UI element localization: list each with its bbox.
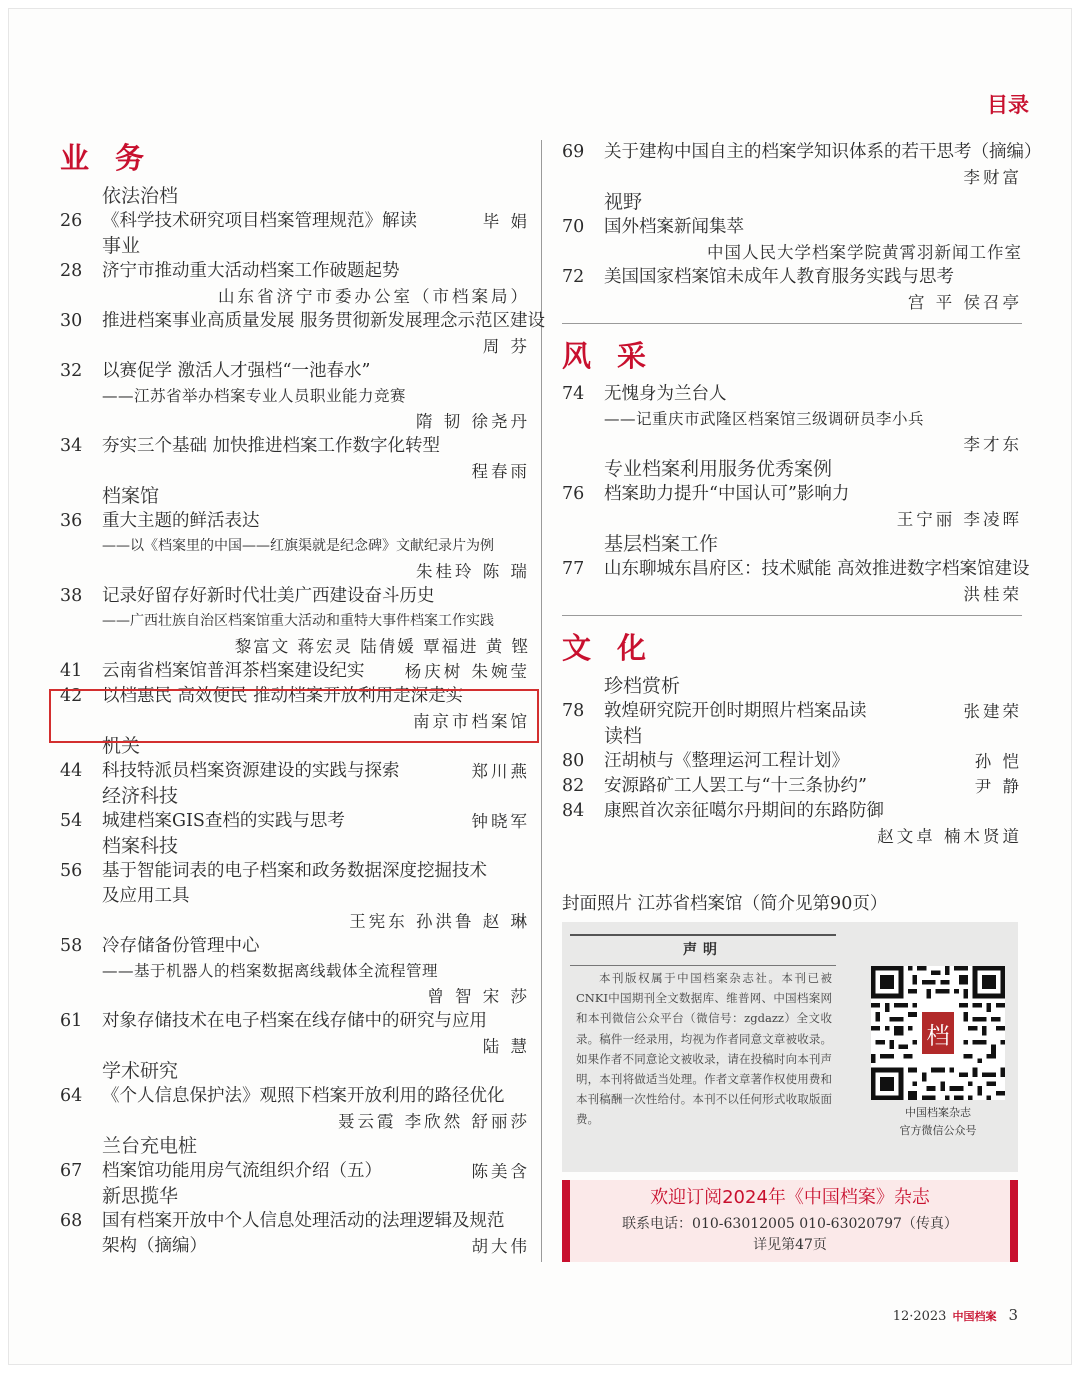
section-title-wenhua: 文化 <box>562 631 673 665</box>
article-title: 夯实三个基础 加快推进档案工作数字化转型 <box>102 436 441 456</box>
article-author: 周 芬 <box>482 337 530 356</box>
page-number: 68 <box>60 1211 83 1231</box>
article-title: 档案助力提升“中国认可”影响力 <box>604 484 850 504</box>
toc-entry-76[interactable] <box>562 482 1022 507</box>
page-number: 82 <box>562 776 585 796</box>
category-jingjikeji: 经济科技 <box>102 785 179 807</box>
page-number: 80 <box>562 751 585 771</box>
page-number: 44 <box>60 761 83 781</box>
page-number: 38 <box>60 586 83 606</box>
subscription-see-page: 详见第47页 <box>753 1237 827 1253</box>
article-author: 曾 智 宋 莎 <box>427 987 530 1006</box>
article-author: 钟晓军 <box>471 812 530 831</box>
category-danganguan: 档案馆 <box>102 485 160 507</box>
page-number: 56 <box>60 861 83 881</box>
page-number: 32 <box>60 361 83 381</box>
toc-entry-70[interactable] <box>562 215 1022 240</box>
toc-entry-34[interactable] <box>60 434 530 459</box>
article-title: 对象存储技术在电子档案在线存储中的研究与应用 <box>102 1011 487 1031</box>
toc-entry-64[interactable] <box>60 1084 530 1109</box>
page-number: 69 <box>562 142 585 162</box>
category-jiceng: 基层档案工作 <box>604 533 719 555</box>
page-number: 34 <box>60 436 83 456</box>
article-author: 李财富 <box>963 168 1022 187</box>
section-divider <box>562 323 1022 324</box>
toc-entry-58[interactable] <box>60 934 530 959</box>
article-author: 孙 恺 <box>974 752 1022 771</box>
toc-entry-54[interactable] <box>60 809 530 834</box>
page-number-footer: 3 <box>1008 1306 1018 1324</box>
article-title: 记录好留存好新时代壮美广西建设奋斗历史 <box>102 586 435 606</box>
magazine-logo: 中国档案 <box>952 1310 997 1323</box>
toc-entry-32[interactable] <box>60 359 530 384</box>
article-subtitle: ——江苏省举办档案专业人员职业能力竞赛 <box>102 387 407 405</box>
toc-entry-82[interactable] <box>562 774 1022 799</box>
notice-body: 本刊版权属于中国档案杂志社。本刊已被CNKI中国期刊全文数据库、维普网、中国档案网和本刊微信公众平台（微信号：zgdazz）全文收录。稿件一经录用，均视为作者同意文章被收录。如果作者不同意论文被收录，请在投稿时向本刊声明，本刊将做适当处理。作者文章著作权使用费和本刊稿酬一次性给付。本刊不以任何形式收取版面费。 <box>576 971 832 1127</box>
article-author: 张建荣 <box>963 702 1022 721</box>
toc-entry-68[interactable] <box>60 1209 530 1234</box>
page-number: 61 <box>60 1011 83 1031</box>
article-title: 基于智能词表的电子档案和政务数据深度挖掘技术 <box>102 861 487 881</box>
article-title: 云南省档案馆普洱茶档案建设纪实 <box>102 661 365 681</box>
article-title: 安源路矿工人罢工与“十三条协约” <box>604 776 867 796</box>
qr-caption <box>858 1104 1018 1140</box>
toc-entry-42[interactable] <box>60 684 530 709</box>
page-number: 58 <box>60 936 83 956</box>
category-xinsilanhua: 新思揽华 <box>102 1185 179 1207</box>
article-author: 朱桂玲 陈 瑞 <box>416 562 530 581</box>
wechat-qr-code-icon[interactable] <box>868 966 1008 1100</box>
toc-entry-36[interactable] <box>60 509 530 534</box>
article-title: 国外档案新闻集萃 <box>604 217 744 237</box>
toc-entry-38[interactable] <box>60 584 530 609</box>
toc-entry-67[interactable] <box>60 1159 530 1184</box>
right-column <box>562 136 1042 849</box>
subscription-title: 欢迎订阅2024年《中国档案》杂志 <box>650 1187 930 1208</box>
article-author: 王宪东 孙洪鲁 赵 琳 <box>349 912 530 931</box>
article-author: 中国人民大学档案学院黄霄羽新闻工作室 <box>707 243 1022 262</box>
article-title: 《个人信息保护法》观照下档案开放利用的路径优化 <box>102 1086 505 1106</box>
page-number: 84 <box>562 801 585 821</box>
page-footer <box>893 1306 1018 1324</box>
category-xueshuyanjiu: 学术研究 <box>102 1060 179 1082</box>
toc-entry-84[interactable] <box>562 799 1022 824</box>
article-subtitle: ——记重庆市武隆区档案馆三级调研员李小兵 <box>604 410 925 428</box>
article-title: 科技特派员档案资源建设的实践与探索 <box>102 761 400 781</box>
qr-caption-line2: 官方微信公众号 <box>899 1124 977 1137</box>
category-shiye: 事业 <box>102 235 141 257</box>
article-author: 杨庆树 朱婉莹 <box>404 662 530 681</box>
article-author: 宫 平 侯召亭 <box>908 293 1022 312</box>
article-title: 汪胡桢与《整理运河工程计划》 <box>604 751 849 771</box>
article-title: 国有档案开放中个人信息处理活动的法理逻辑及规范 <box>102 1211 505 1231</box>
article-title: 重大主题的鲜活表达 <box>102 511 260 531</box>
toc-entry-80[interactable] <box>562 749 1022 774</box>
page-number: 26 <box>60 211 83 231</box>
article-author: 山东省济宁市委办公室（市档案局） <box>218 287 530 306</box>
toc-entry-74[interactable] <box>562 382 1022 407</box>
article-author: 程春雨 <box>471 462 530 481</box>
page-number: 77 <box>562 559 585 579</box>
article-author: 陈美含 <box>471 1162 530 1181</box>
category-yifa: 依法治档 <box>102 185 179 207</box>
category-jiguan: 机关 <box>102 735 141 757</box>
category-zhuanyedangan: 专业档案利用服务优秀案例 <box>604 458 833 480</box>
article-author: 聂云霞 李欣然 舒丽莎 <box>338 1112 530 1131</box>
toc-entry-77[interactable] <box>562 557 1030 582</box>
qr-logo-seal: 档 <box>926 1023 950 1050</box>
page-number: 76 <box>562 484 585 504</box>
article-author: 胡大伟 <box>471 1237 530 1256</box>
toc-entry-61[interactable] <box>60 1009 530 1034</box>
page-number: 36 <box>60 511 83 531</box>
section-title-fengcai: 风采 <box>562 339 673 373</box>
article-subtitle: ——广西壮族自治区档案馆重大活动和重特大事件档案工作实践 <box>102 613 494 629</box>
article-title-continued: 及应用工具 <box>102 886 190 906</box>
article-title: 城建档案GIS查档的实践与思考 <box>102 811 345 831</box>
page-number: 42 <box>60 686 83 706</box>
article-author: 隋 韧 徐尧丹 <box>416 412 530 431</box>
article-author: 李才东 <box>963 435 1022 454</box>
article-title: 无愧身为兰台人 <box>604 384 727 404</box>
toc-entry-69[interactable] <box>562 140 1042 165</box>
article-author: 赵文卓 楠木贤道 <box>877 827 1022 846</box>
article-subtitle: ——基于机器人的档案数据离线载体全流程管理 <box>102 962 439 980</box>
left-column <box>60 136 546 1259</box>
category-shiye-view: 视野 <box>604 191 643 213</box>
toc-entry-30[interactable] <box>60 309 546 334</box>
article-author: 洪桂荣 <box>963 585 1022 604</box>
article-title: 《科学技术研究项目档案管理规范》解读 <box>102 211 417 231</box>
contents-heading: 目录 <box>987 93 1029 117</box>
page-number: 72 <box>562 267 585 287</box>
article-title: 以档惠民 高效便民 推动档案开放利用走深走实 <box>102 686 464 706</box>
category-zhendang: 珍档赏析 <box>604 675 681 697</box>
article-title: 山东聊城东昌府区：技术赋能 高效推进数字档案馆建设 <box>604 559 1030 579</box>
article-author: 王宁丽 李凌晖 <box>896 510 1022 529</box>
cover-photo-credit: 封面照片 江苏省档案馆（简介见第90页） <box>562 894 888 914</box>
section-divider <box>562 615 1022 616</box>
article-author: 尹 静 <box>974 777 1022 796</box>
article-title: 美国国家档案馆未成年人教育服务实践与思考 <box>604 267 954 287</box>
article-subtitle: ——以《档案里的中国——红旗渠就是纪念碑》文献纪录片为例 <box>102 538 494 554</box>
toc-entry-78[interactable] <box>562 699 1022 724</box>
page-number: 74 <box>562 384 585 404</box>
article-title: 以赛促学 激活人才强档“一池春水” <box>102 361 371 381</box>
subscription-phone: 联系电话：010-63012005 010-63020797（传真） <box>622 1216 958 1232</box>
article-author: 南京市档案馆 <box>413 712 530 731</box>
page-number: 54 <box>60 811 83 831</box>
article-title: 推进档案事业高质量发展 服务贯彻新发展理念示范区建设 <box>102 311 546 331</box>
page-number: 64 <box>60 1086 83 1106</box>
page-number: 67 <box>60 1161 83 1181</box>
article-title: 济宁市推动重大活动档案工作破题起势 <box>102 261 400 281</box>
page-number: 28 <box>60 261 83 281</box>
toc-entry-68-continued <box>60 1234 530 1259</box>
toc-entry-26[interactable] <box>60 209 530 234</box>
article-title: 档案馆功能用房气流组织介绍（五） <box>102 1161 382 1181</box>
notice-title: 声明 <box>570 934 836 966</box>
subscription-banner[interactable] <box>562 1180 1018 1262</box>
page-number: 30 <box>60 311 83 331</box>
copyright-notice <box>562 922 1018 1172</box>
article-title: 关于建构中国自主的档案学知识体系的若干思考（摘编） <box>604 142 1042 162</box>
toc-entry-72[interactable] <box>562 265 1022 290</box>
article-author: 黎富文 蒋宏灵 陆倩媛 覃福进 黄 铿 <box>234 637 530 656</box>
article-title: 冷存储备份管理中心 <box>102 936 260 956</box>
category-dudang: 读档 <box>604 725 643 747</box>
issue-number: 12·2023 <box>892 1309 947 1324</box>
article-title-continued: 架构（摘编） <box>102 1236 207 1256</box>
section-title-yewu: 业务 <box>60 141 171 175</box>
category-lantaichongdianzhuang: 兰台充电桩 <box>102 1135 198 1157</box>
page-number: 78 <box>562 701 585 721</box>
page-number: 41 <box>60 661 83 681</box>
qr-caption-line1: 中国档案杂志 <box>905 1106 971 1119</box>
article-title: 敦煌研究院开创时期照片档案品读 <box>604 701 867 721</box>
category-dangankeji: 档案科技 <box>102 835 179 857</box>
article-title: 康熙首次亲征噶尔丹期间的东路防御 <box>604 801 884 821</box>
article-author: 陆 慧 <box>482 1037 530 1056</box>
toc-entry-41[interactable] <box>60 659 530 684</box>
toc-entry-44[interactable] <box>60 759 530 784</box>
article-author: 郑川燕 <box>471 762 530 781</box>
page-number: 70 <box>562 217 585 237</box>
toc-entry-56[interactable] <box>60 859 530 884</box>
toc-entry-28[interactable] <box>60 259 530 284</box>
article-author: 毕 娟 <box>482 212 530 231</box>
